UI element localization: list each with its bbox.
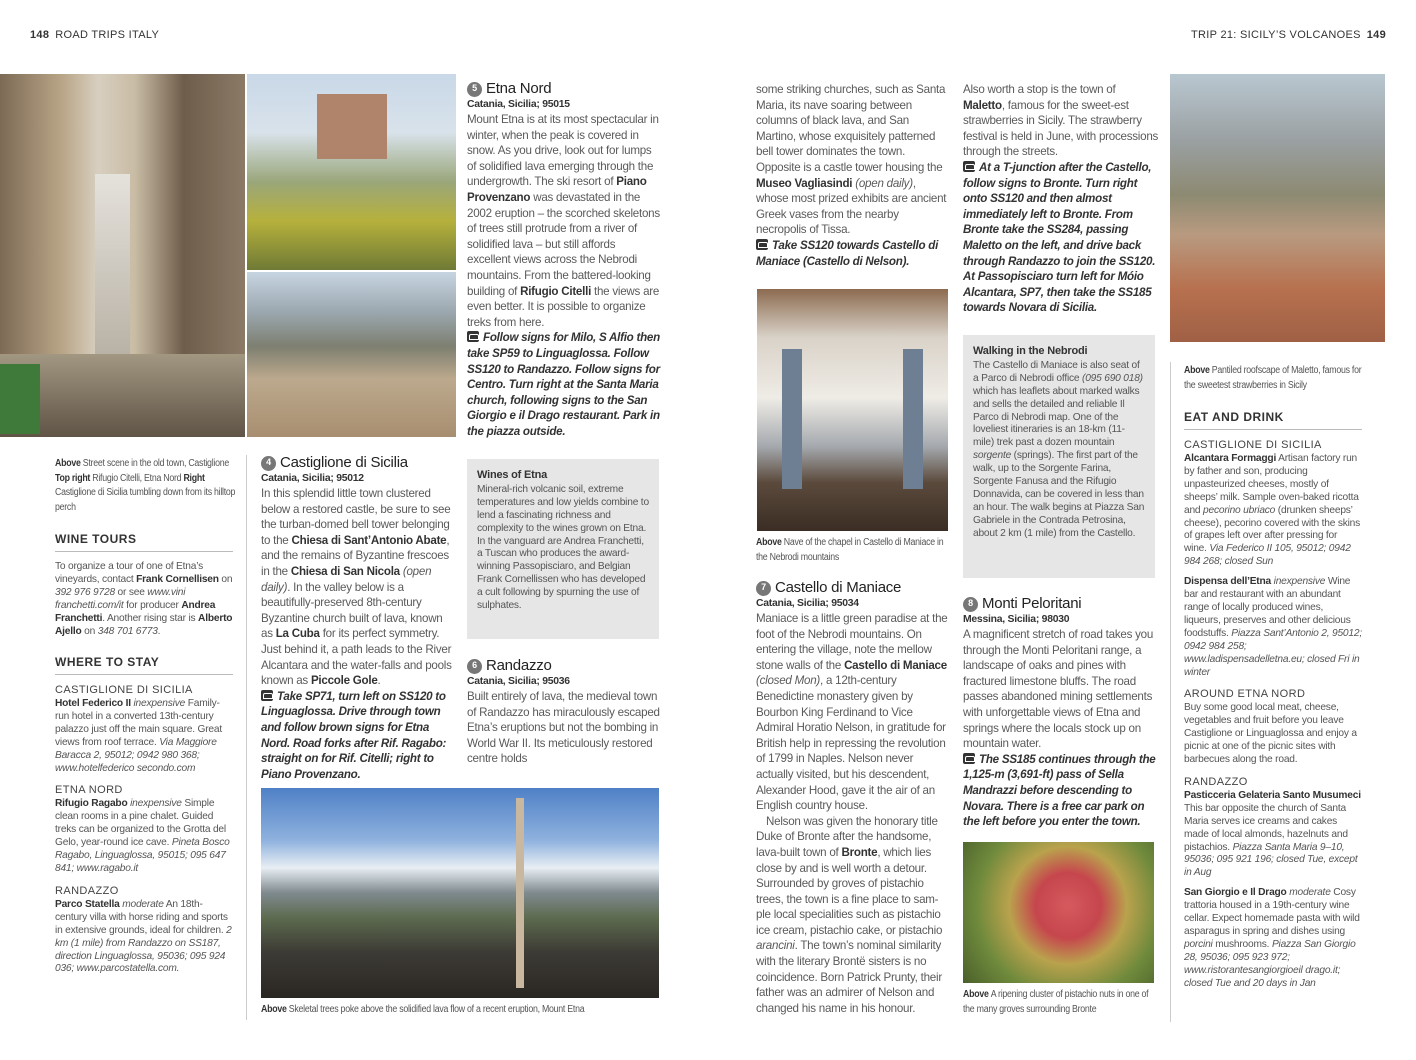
text-run: Also worth a stop is the town of	[963, 83, 1116, 96]
driving-directions-text: Follow signs for Milo, S Alfio then take SP59 to Linguaglossa. Follow SS120 to Randazzo. Follow signs for Centro. Turn right at the Santa Maria church, following signs to the San Giorgio e il Drago restaurant. Park in the piazza outside.	[467, 331, 660, 438]
text-run: inexpensive	[130, 798, 182, 810]
listing-entry	[1184, 453, 1362, 569]
text-run: Alberto Ajello	[55, 612, 233, 637]
text-run: pecorino ubriaco	[1203, 504, 1276, 516]
text-run: , which lies close by and is well worth a detour. Surrounded by groves of pistachio trees, the town is a fine place to sam-ple local specialities such as pistachio ice cream, pistachio cake, or pistachio	[756, 845, 943, 937]
text-run: Above	[1184, 365, 1212, 376]
text-run: Street scene in the old town, Castiglione	[82, 458, 229, 469]
text-run: (open daily)	[261, 564, 432, 594]
text-run: Museo Vagliasindi	[756, 176, 853, 190]
photo-castiglione-hilltop	[247, 272, 456, 437]
place-subheading: RANDAZZO	[55, 884, 119, 897]
text-run: sorgente	[973, 450, 1012, 462]
listing-entry	[1184, 790, 1362, 880]
photo-etna-lava-trees	[261, 788, 659, 998]
text-run: Skeletal trees poke above the solidified lava flow of a recent eruption, Mount Etna	[288, 1004, 585, 1015]
stop-location: Catania, Sicilia; 95012	[261, 473, 364, 484]
text-run: A magnificent stretch of road takes you through the Monti Peloritani range, a landscape of oaks and pines with fractured limestone bluffs. The road passes abandoned mining settlements with unforgettable views of Etna and springs where the locals stock up on mountain water.	[963, 628, 1154, 751]
box-title: Wines of Etna	[477, 469, 548, 481]
text-run: .	[157, 625, 161, 637]
text-run: Simple clean rooms in a pine chalet. Guided treks can be organized to the Grotta del Gelo, year-round ice cave.	[55, 798, 226, 849]
column-divider	[1170, 362, 1171, 1022]
where-to-stay-list	[55, 684, 233, 976]
text-run: To organize a tour of one of Etna’s vineyards, contact	[55, 561, 203, 585]
place-subheading: CASTIGLIONE DI SICILIA	[55, 684, 193, 696]
text-run: Chiesa di Sant’Antonio Abate	[291, 533, 447, 547]
text-run: Nave of the chapel in Castello di Maniace in the Nebrodi mountains	[756, 537, 944, 563]
text-run: Castiglione di Sicilia tumbling down from its hilltop perch	[55, 487, 236, 513]
box-text: Mineral-rich volcanic soil, extreme temperatures and low yields combine to lend a fascinating richness and complexity to the wines grown on Etna. In the vanguard are Andrea Franchetti, a Tuscan who produces the award-winning Passopisciaro, and Belgian Frank Cornellissen who has developed a cult following by spurning the use of sulphates.	[477, 483, 649, 612]
text-run: Above	[261, 1004, 289, 1015]
text-run: for producer	[123, 599, 182, 611]
maniace-continued	[963, 82, 1159, 316]
text-run: moderate	[122, 898, 164, 910]
text-run: . The town’s nominal similarity with the literary Brontë sisters is no coincidence. Born Patrick Prunty, their father was an admirer of Nelson and changed his name in his honour.	[756, 939, 942, 1015]
stop-description-continued	[756, 82, 950, 238]
text-run: Rifugio Ragabo	[55, 798, 131, 810]
text-run: arancini	[756, 939, 795, 953]
stop-title-text: Randazzo	[486, 657, 552, 675]
text-run: Family-run hotel in a converted 13th-century palazzo just off the main square. Great views from roof terrace.	[55, 698, 222, 748]
text-run: Dispensa dell’Etna	[1184, 576, 1274, 588]
stop-number-badge: 7	[756, 581, 771, 596]
stop-description-2	[756, 814, 950, 1017]
stop-title	[467, 80, 660, 98]
place-subheading: CASTIGLIONE DI SICILIA	[1184, 439, 1322, 451]
column-divider	[246, 455, 247, 1020]
stop-title-text: Monti Peloritani	[982, 595, 1082, 613]
text-run: Hotel Federico II	[55, 698, 134, 709]
text-run: on	[218, 573, 233, 585]
stop-description	[963, 627, 1159, 752]
text-run: Above	[963, 989, 991, 1000]
eat-and-drink-section	[1184, 410, 1362, 998]
text-run: .	[377, 674, 381, 688]
text-run: La Cuba	[275, 627, 320, 641]
driving-directions	[963, 160, 1159, 316]
driving-directions-text: At a T-junction after the Castello, follow signs to Bronte. Turn right onto SS120 and then almost immediately left to Bronte. From Bronte take the SS284, passing Maletto on the left, and drive back through Randazzo to join the SS120. At Passopisciaro turn left for Móio Alcantara, SP7, then take the SS185 towards Novara di Sicilia.	[963, 160, 1156, 315]
listing-entry	[55, 698, 233, 775]
wine-tours-heading: WINE TOURS	[55, 532, 233, 552]
eat-and-drink-heading: EAT AND DRINK	[1184, 410, 1362, 430]
photo-pistachio-cluster	[963, 842, 1154, 983]
caption-pistachio-photo	[963, 988, 1152, 1017]
place-subheading: ETNA NORD	[55, 784, 123, 797]
photo-maletto-roofscape	[1170, 74, 1385, 342]
driving-directions	[963, 752, 1159, 830]
text-run: Bronte	[841, 845, 878, 859]
listing-entry	[1184, 576, 1362, 679]
text-run: 348 701 6773	[97, 625, 158, 637]
stop-description	[467, 689, 660, 767]
text-run: Castello di Maniace	[844, 658, 947, 672]
stop-title	[261, 454, 453, 472]
text-run: The Castello di Maniace is also seat of a Parco di Nebrodi office	[973, 359, 1140, 384]
stop-title	[963, 595, 1159, 613]
listing-entry	[55, 899, 233, 976]
wine-tours-section	[55, 532, 233, 638]
right-running-header	[1191, 29, 1386, 41]
text-run: Maniace is a little green paradise at the foot of the Nebrodi mountains. On entering the village, note the mellow stone walls of the	[756, 612, 948, 672]
caption-chapel-photo	[756, 536, 945, 565]
chapter-title: TRIP 21: SICILY’S VOLCANOES	[1191, 29, 1361, 41]
text-run: In this splendid little town clustered below a restored castle, be sure to see the turban-domed bell tower belonging to the	[261, 487, 451, 547]
text-run: Piazza San Giorgio 28, 95036; 095 923 972; www.ristorantesangiorgioeil drago.it; closed Tue and 20 days in Jan	[1184, 938, 1356, 989]
car-icon	[963, 161, 975, 172]
text-run: (drunken sheeps’ cheese), pecorino covered with the skins of grapes left over after pressing for wine.	[1184, 504, 1361, 555]
stop-description	[467, 112, 660, 330]
driving-directions-text: Take SS120 towards Castello di Maniace (Castello di Nelson).	[756, 238, 939, 268]
text-run: inexpensive	[1273, 576, 1326, 588]
caption-lava-photo	[261, 1003, 657, 1018]
text-run: Piazza Santa Maria 9–10, 95036; 095 921 196; closed Tue, except in Aug	[1184, 841, 1358, 879]
text-run: inexpensive	[133, 698, 186, 709]
stop-description	[756, 611, 950, 814]
car-icon	[756, 239, 768, 250]
stop-castello-di-maniace	[756, 579, 950, 1016]
text-run: Parco Statella	[55, 898, 123, 910]
stop-title-text: Castello di Maniace	[775, 579, 902, 597]
text-run: Alcantara Formaggi	[1184, 453, 1277, 464]
stop-location: Catania, Sicilia; 95034	[756, 598, 859, 609]
text-run: Wine bar and restaurant with an abundant range of locally produced wines, liqueurs, preserves and other delicious foodstuffs.	[1184, 576, 1351, 639]
text-run: , famous for the sweet-est strawberries in Sicily. The strawberry festival is held in June, with processions through the streets.	[963, 98, 1159, 159]
stop-title	[756, 579, 950, 597]
text-run: A ripening cluster of pistachio nuts in one of the many groves surrounding Bronte	[963, 989, 1149, 1015]
caption-left-photos	[55, 457, 235, 515]
text-run: Pineta Bosco Ragabo, Linguaglossa, 95015; 095 647 841; www.ragabo.it	[55, 837, 230, 874]
text-run: Cosy trattoria housed in a 19th-century wine cellar. Expect homemade pasta with wild asparagus in spring and dishes using	[1184, 887, 1360, 937]
wines-of-etna-box	[467, 459, 659, 639]
text-run: porcini	[1184, 938, 1213, 950]
stop-castiglione	[261, 454, 453, 782]
text-run: Maletto	[963, 98, 1002, 112]
listing-entry	[1184, 887, 1362, 990]
stop-number-badge: 6	[467, 659, 482, 674]
text-run: , whose most prized exhibits are ancient Greek vases from the nearby necropolis of Tissa.	[756, 176, 947, 237]
text-run: Chiesa di San Nicola	[290, 564, 400, 578]
text-run: Nelson was given the honorary title Duke of Bronte after the handsome, lava-built town of	[756, 814, 938, 859]
text-run: San Giorgio e Il Drago	[1184, 887, 1290, 899]
text-run: . Another rising star is	[102, 612, 199, 624]
book-title: ROAD TRIPS ITALY	[55, 29, 160, 41]
stop-location: Catania, Sicilia; 95015	[467, 99, 570, 110]
eat-and-drink-list	[1184, 439, 1362, 991]
text-run: which has leaflets about marked walks and sells the detailed and reliable Il Parco di Nebrodi map. One of the loveliest itineraries is an 18-km (11-mile) trek past a dozen mountain	[973, 385, 1140, 449]
text-run: Pantiled roofscape of Maletto, famous for the sweetest strawberries in Sicily	[1184, 365, 1362, 391]
text-run: www.vini franchetti.com/it	[55, 586, 186, 611]
where-to-stay-section	[55, 655, 233, 983]
driving-directions	[756, 238, 950, 269]
stop-monti-peloritani	[963, 595, 1159, 830]
where-to-stay-heading: WHERE TO STAY	[55, 655, 233, 675]
stop-description-3	[963, 82, 1159, 160]
text-run: 2 km (1 mile) from Randazzo on SS187, direction Linguaglossa, 95036; 095 924 036; www.parcostatella.com.	[55, 924, 232, 975]
text-run: moderate	[1289, 887, 1331, 899]
driving-directions	[261, 689, 453, 783]
text-run: Buy some good local meat, cheese, vegetables and fruit before you leave Castiglione or Linguaglossa and enjoy a picnic at one of the picnic sites with barbecues along the road.	[1184, 702, 1357, 766]
caption-maletto-photo	[1184, 364, 1364, 393]
driving-directions	[467, 330, 660, 439]
page-number-right: 149	[1366, 29, 1386, 41]
text-run: Mount Etna is at its most spectacular in winter, when the peak is covered in snow. As you drive, look out for lumps of solidified lava emerging through the undergrowth. The ski resort of	[467, 113, 659, 189]
text-run: mushrooms.	[1212, 938, 1272, 950]
text-run: Frank Cornellisen	[136, 573, 219, 585]
car-icon	[963, 753, 975, 764]
text-run: Andrea Franchetti	[55, 599, 216, 624]
text-run: Pasticceria Gelateria Santo Musumeci	[1184, 789, 1361, 801]
stop-number-badge: 8	[963, 597, 978, 612]
photo-rifugio-citelli	[247, 74, 456, 270]
stop-location: Catania, Sicilia; 95036	[467, 676, 570, 687]
place-subheading: RANDAZZO	[1184, 775, 1248, 788]
text-run: Top right	[55, 472, 93, 484]
text-run: . In the valley below is a beautifully-preserved 8th-century Byzantine church built of lava, known as	[261, 580, 443, 641]
text-run: , a 12th-century Benedictine monastery given by Bourbon King Ferdinand to Vice Admiral Horatio Nelson, in gratitude for British help in repressing the revolution of 1799 in Naples. Nelson never actually visited, but his descendent, Alexander Hood, gave it the air of an English country house.	[756, 674, 946, 813]
text-run: Piano Provenzano	[467, 175, 647, 204]
car-icon	[467, 331, 479, 342]
text-run: Built entirely of lava, the medieval town of Randazzo has miraculously escaped Etna’s eruptions but not the bombing in World War II. Its meticulously restored centre holds	[467, 690, 660, 766]
driving-directions-text: Take SP71, turn left on SS120 to Linguaglossa. Drive through town and follow brown signs for Etna Nord. Road forks after Rif. Ragabo: straight on for Rif. Citelli; right to Piano Provenzano.	[261, 689, 447, 781]
text-run: Via Federico II 105, 95012; 0942 984 268; closed Sun	[1184, 543, 1351, 568]
text-run: Above	[756, 537, 784, 548]
text-run: some striking churches, such as Santa Maria, its nave soaring between columns of black lava, and San Martino, whose exquisitely patterned bell tower dominates the town. Opposite is a castle tower housing the	[756, 83, 946, 174]
text-run: was devastated in the 2002 eruption – the scorched skeletons of trees still protrude from a river of solidified lava – but still affords excellent views across the Nebrodi mountains. From the battered-looking building of	[467, 190, 660, 298]
text-run: Artisan factory run by father and son, producing unpasteurized cheeses, mostly of sheeps’ milk. Sample oven-baked ricotta and	[1184, 453, 1359, 516]
text-run: for its perfect symmetry. Just behind it, a path leads to the River Alcantara and the water-falls and pools known as	[261, 627, 452, 688]
text-run: , and the remains of Byzantine frescoes in the	[261, 533, 450, 578]
stop-title	[467, 657, 660, 675]
photo-maniace-chapel	[757, 289, 948, 531]
photo-castiglione-street	[0, 74, 245, 437]
box-title: Walking in the Nebrodi	[973, 345, 1088, 357]
text-run: (095 690 018)	[1082, 372, 1143, 384]
stop-title-text: Castiglione di Sicilia	[280, 454, 408, 472]
text-run: on	[81, 625, 98, 637]
text-run: Piazza Sant’Antonio 2, 95012; 0942 984 258; www.ladispensadelletna.eu; closed Fri in winter	[1184, 627, 1362, 678]
text-run: or see	[114, 586, 148, 598]
left-running-header	[30, 29, 159, 41]
randazzo-continued	[756, 82, 950, 269]
stop-location: Messina, Sicilia; 98030	[963, 614, 1070, 625]
stop-description	[261, 486, 453, 689]
stop-randazzo	[467, 657, 660, 767]
text-run: An 18th-century villa with horse riding and sports in extensive grounds, ideal for children.	[55, 898, 228, 936]
car-icon	[261, 690, 273, 701]
place-subheading: AROUND ETNA NORD	[1184, 688, 1306, 701]
stop-title-text: Etna Nord	[486, 80, 552, 98]
text-run: (springs). The first part of the walk, up to the Sorgente Farina, Sorgente Fanusa and the Rifugio Donnavida, can be covered in less than an hour. The walk begins at Piazza San Gabriele in the Contrada Petrosina, about 2 km (1 mile) from the Castello.	[973, 450, 1145, 539]
text-run: This bar opposite the church of Santa Maria serves ice creams and cakes made of local almonds, hazelnuts and pistachios.	[1184, 802, 1348, 853]
text-run: Piccole Gole	[310, 674, 378, 688]
stop-number-badge: 4	[261, 456, 276, 471]
walking-in-the-nebrodi-box	[963, 335, 1155, 578]
text-run: 392 976 9728	[55, 586, 115, 598]
box-text	[973, 360, 1145, 541]
stop-number-badge: 5	[467, 82, 482, 97]
text-run: (closed Mon)	[756, 674, 821, 688]
text-run: Right	[183, 472, 205, 484]
text-run: (open daily)	[855, 176, 913, 190]
stop-etna-nord	[467, 80, 660, 439]
listing-entry	[55, 798, 233, 875]
listing-entry	[1184, 702, 1362, 767]
text-run: Rifugio Citelli	[520, 284, 592, 298]
driving-directions-text: The SS185 continues through the 1,125-m (3,691-ft) pass of Sella Mandrazzi before descending to Novara. There is a free car park on the left before you enter the town.	[963, 752, 1156, 829]
text-run: Above	[55, 458, 83, 469]
page-number-left: 148	[30, 29, 50, 41]
text-run: Rifugio Citelli, Etna Nord	[92, 472, 184, 484]
text-run: the views are even better. It is possible to organize treks from here.	[467, 284, 660, 329]
text-run: Via Maggiore Baracca 2, 95012; 0942 980 368; www.hotelfederico secondo.com	[55, 736, 217, 774]
wine-tours-text	[55, 561, 233, 638]
